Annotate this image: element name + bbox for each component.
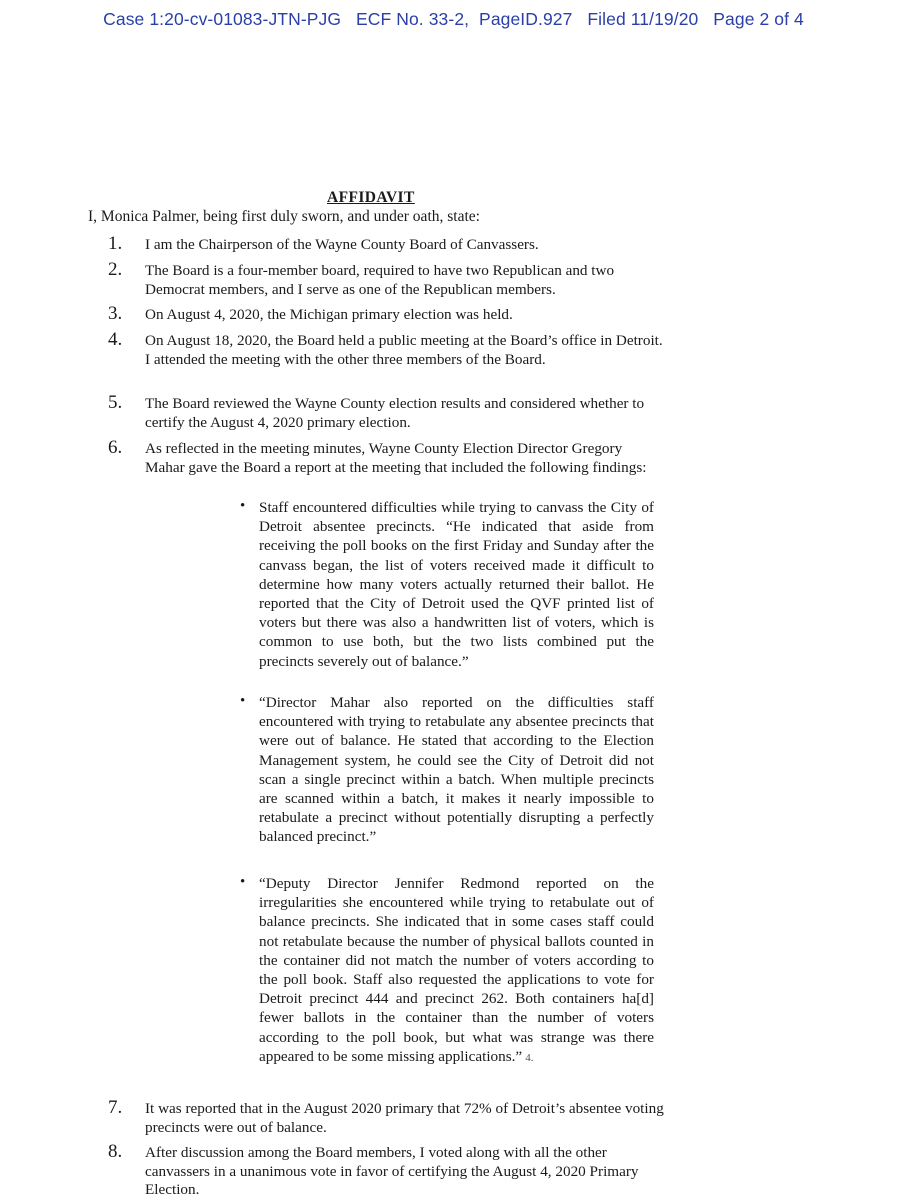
item-number: 1. [108,233,123,254]
footnote-marker: 4. [525,1051,534,1064]
bullet-symbol: • [240,693,246,709]
item-number: 3. [108,303,123,324]
intro-statement: I, Monica Palmer, being first duly sworn, and under oath, state: [88,208,480,225]
item-text: After discussion among the Board members, I voted along with all the other canvassers in a unanimous vote in favor of certifying the August 4, 2020 Primary Election. [145,1144,639,1198]
item-text: As reflected in the meeting minutes, Wayne County Election Director Gregory Mahar gave the Board a report at the meeting that included the following findings: [145,440,647,476]
item-number: 7. [108,1097,123,1118]
finding-text: “Director Mahar also reported on the difficulties staff encountered with trying to retabulate any absentee precincts that were out of balance. He stated that according to the Election Management system, he could see the City of Detroit did not scan a single precinct within a batch. When multiple precincts are scanned within a batch, it makes it nearly impossible to retabulate a precinct without potentially disrupting a perfectly balanced precinct.” [259,694,654,846]
item-text: On August 18, 2020, the Board held a public meeting at the Board’s office in Detroit. I attended the meeting with the other three members of the Board. [145,332,663,368]
finding-text [259,874,654,1068]
item-number: 8. [108,1141,123,1162]
bullet-symbol: • [240,498,246,514]
item-text: On August 4, 2020, the Michigan primary election was held. [145,306,513,323]
finding-body: “Deputy Director Jennifer Redmond reported on the irregularities she encountered while trying to retabulate out of balance precincts. She indicated that in some cases staff could not retabulate because the number of physical ballots counted in the container did not match the number of voters according to the poll book. Staff also requested the applications to vote for Detroit precinct 444 and precinct 262. Both containers ha[d] fewer ballots in the container than the number of voters according to the poll book, but what was strange was there appeared to be some missing applications.” [259,875,654,1065]
item-text: The Board reviewed the Wayne County election results and considered whether to certify the August 4, 2020 primary election. [145,395,645,431]
item-text: The Board is a four-member board, required to have two Republican and two Democrat members, and I serve as one of the Republican members. [145,262,615,298]
item-number: 4. [108,329,123,350]
finding-text: Staff encountered difficulties while trying to canvass the City of Detroit absentee precincts. “He indicated that aside from receiving the poll books on the first Friday and Sunday after the canvass began, the list of voters received made it difficult to determine how many voters actually returned their ballot. He reported that the City of Detroit used the QVF printed list of voters but there was also a handwritten list of voters, which is common to use both, but the two lists combined put the precincts severely out of balance.” [259,499,654,670]
item-number: 6. [108,437,123,458]
item-number: 5. [108,392,123,413]
item-number: 2. [108,259,123,280]
document-title: AFFIDAVIT [327,189,415,206]
item-text: It was reported that in the August 2020 primary that 72% of Detroit’s absentee voting precincts were out of balance. [145,1100,664,1136]
bullet-symbol: • [240,874,246,890]
court-filing-header: Case 1:20-cv-01083-JTN-PJG ECF No. 33-2, PageID.927 Filed 11/19/20 Page 2 of 4 [103,9,804,29]
item-text: I am the Chairperson of the Wayne County Board of Canvassers. [145,236,539,253]
